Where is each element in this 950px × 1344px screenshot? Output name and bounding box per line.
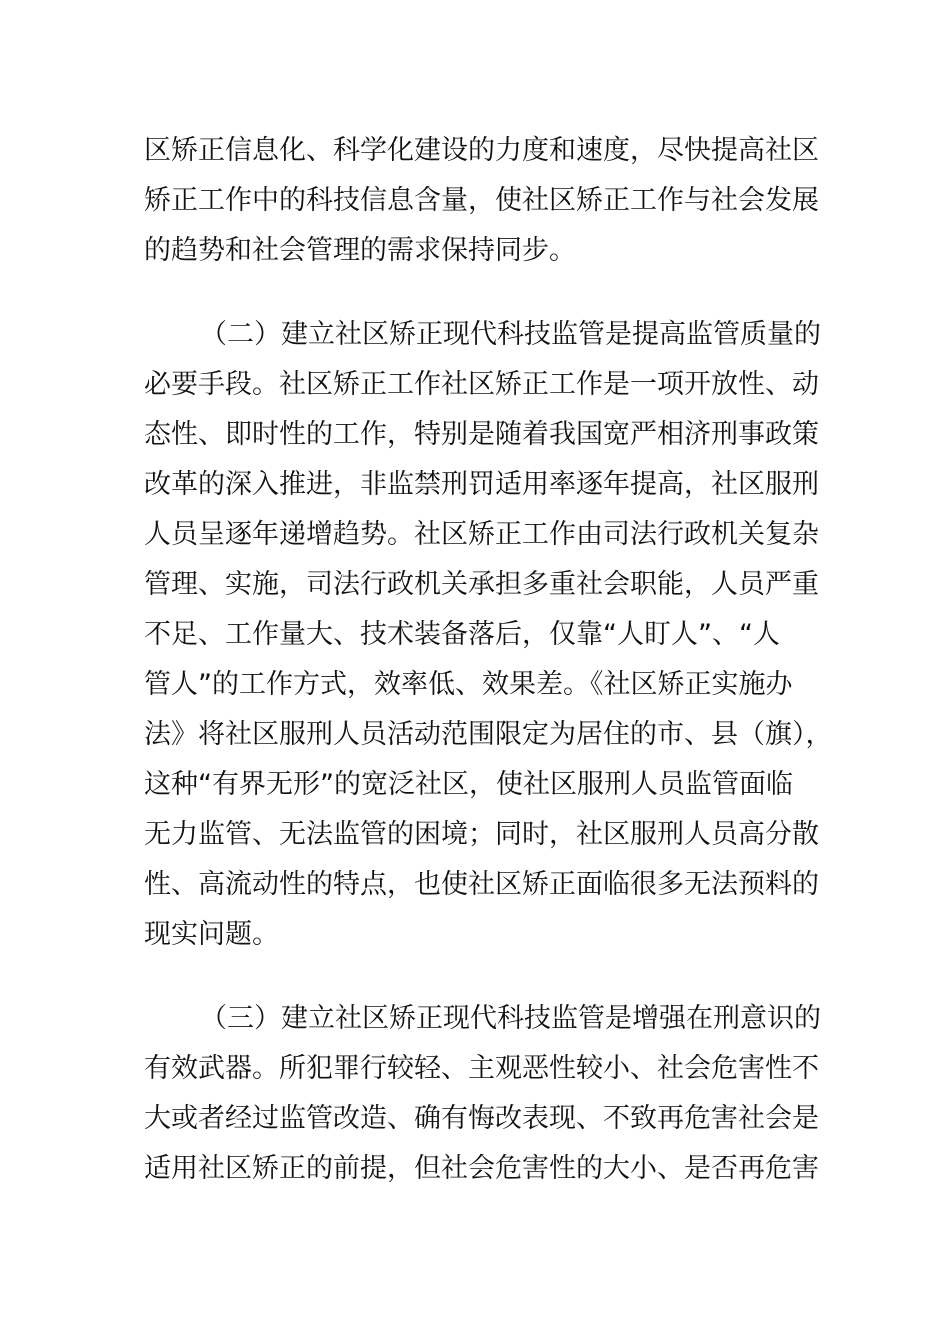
text-line: 人员呈逐年递增趋势。社区矫正工作由司法行政机关复杂 [144, 519, 819, 550]
text-line: 无力监管、无法监管的困境；同时，社区服刑人员高分散 [144, 819, 819, 850]
text-line: 矫正工作中的科技信息含量，使社区矫正工作与社会发展 [144, 185, 819, 216]
text-line: 不足、工作量大、技术装备落后，仅靠“人盯人”、“人 [144, 619, 780, 650]
text-line: 态性、即时性的工作，特别是随着我国宽严相济刑事政策 [144, 419, 819, 450]
text-line: 必要手段。社区矫正工作社区矫正工作是一项开放性、动 [144, 369, 819, 400]
text-line: 性、高流动性的特点，也使社区矫正面临很多无法预料的 [144, 869, 819, 900]
paragraph-continuation [144, 126, 819, 276]
text-line: 的趋势和社会管理的需求保持同步。 [144, 235, 576, 266]
text-line: （二）建立社区矫正现代科技监管是提高监管质量的 [200, 319, 821, 350]
paragraph-section-3 [144, 994, 821, 1194]
text-line: 有效武器。所犯罪行较轻、主观恶性较小、社会危害性不 [144, 1053, 819, 1084]
text-line: 适用社区矫正的前提，但社会危害性的大小、是否再危害 [144, 1153, 819, 1184]
text-line: 现实问题。 [144, 919, 279, 950]
text-line: 这种“有界无形”的宽泛社区，使社区服刑人员监管面临 [144, 769, 793, 800]
text-line: 管理、实施，司法行政机关承担多重社会职能，人员严重 [144, 569, 819, 600]
text-line: 法》将社区服刑人员活动范围限定为居住的市、县（旗）， [144, 719, 833, 750]
text-line: （三）建立社区矫正现代科技监管是增强在刑意识的 [200, 1003, 821, 1034]
text-line: 改革的深入推进，非监禁刑罚适用率逐年提高，社区服刑 [144, 469, 819, 500]
paragraph-section-2 [144, 310, 833, 960]
text-line: 区矫正信息化、科学化建设的力度和速度，尽快提高社区 [144, 135, 819, 166]
text-line: 大或者经过监管改造、确有悔改表现、不致再危害社会是 [144, 1103, 819, 1134]
text-line: 管人”的工作方式，效率低、效果差。《社区矫正实施办 [144, 669, 793, 700]
